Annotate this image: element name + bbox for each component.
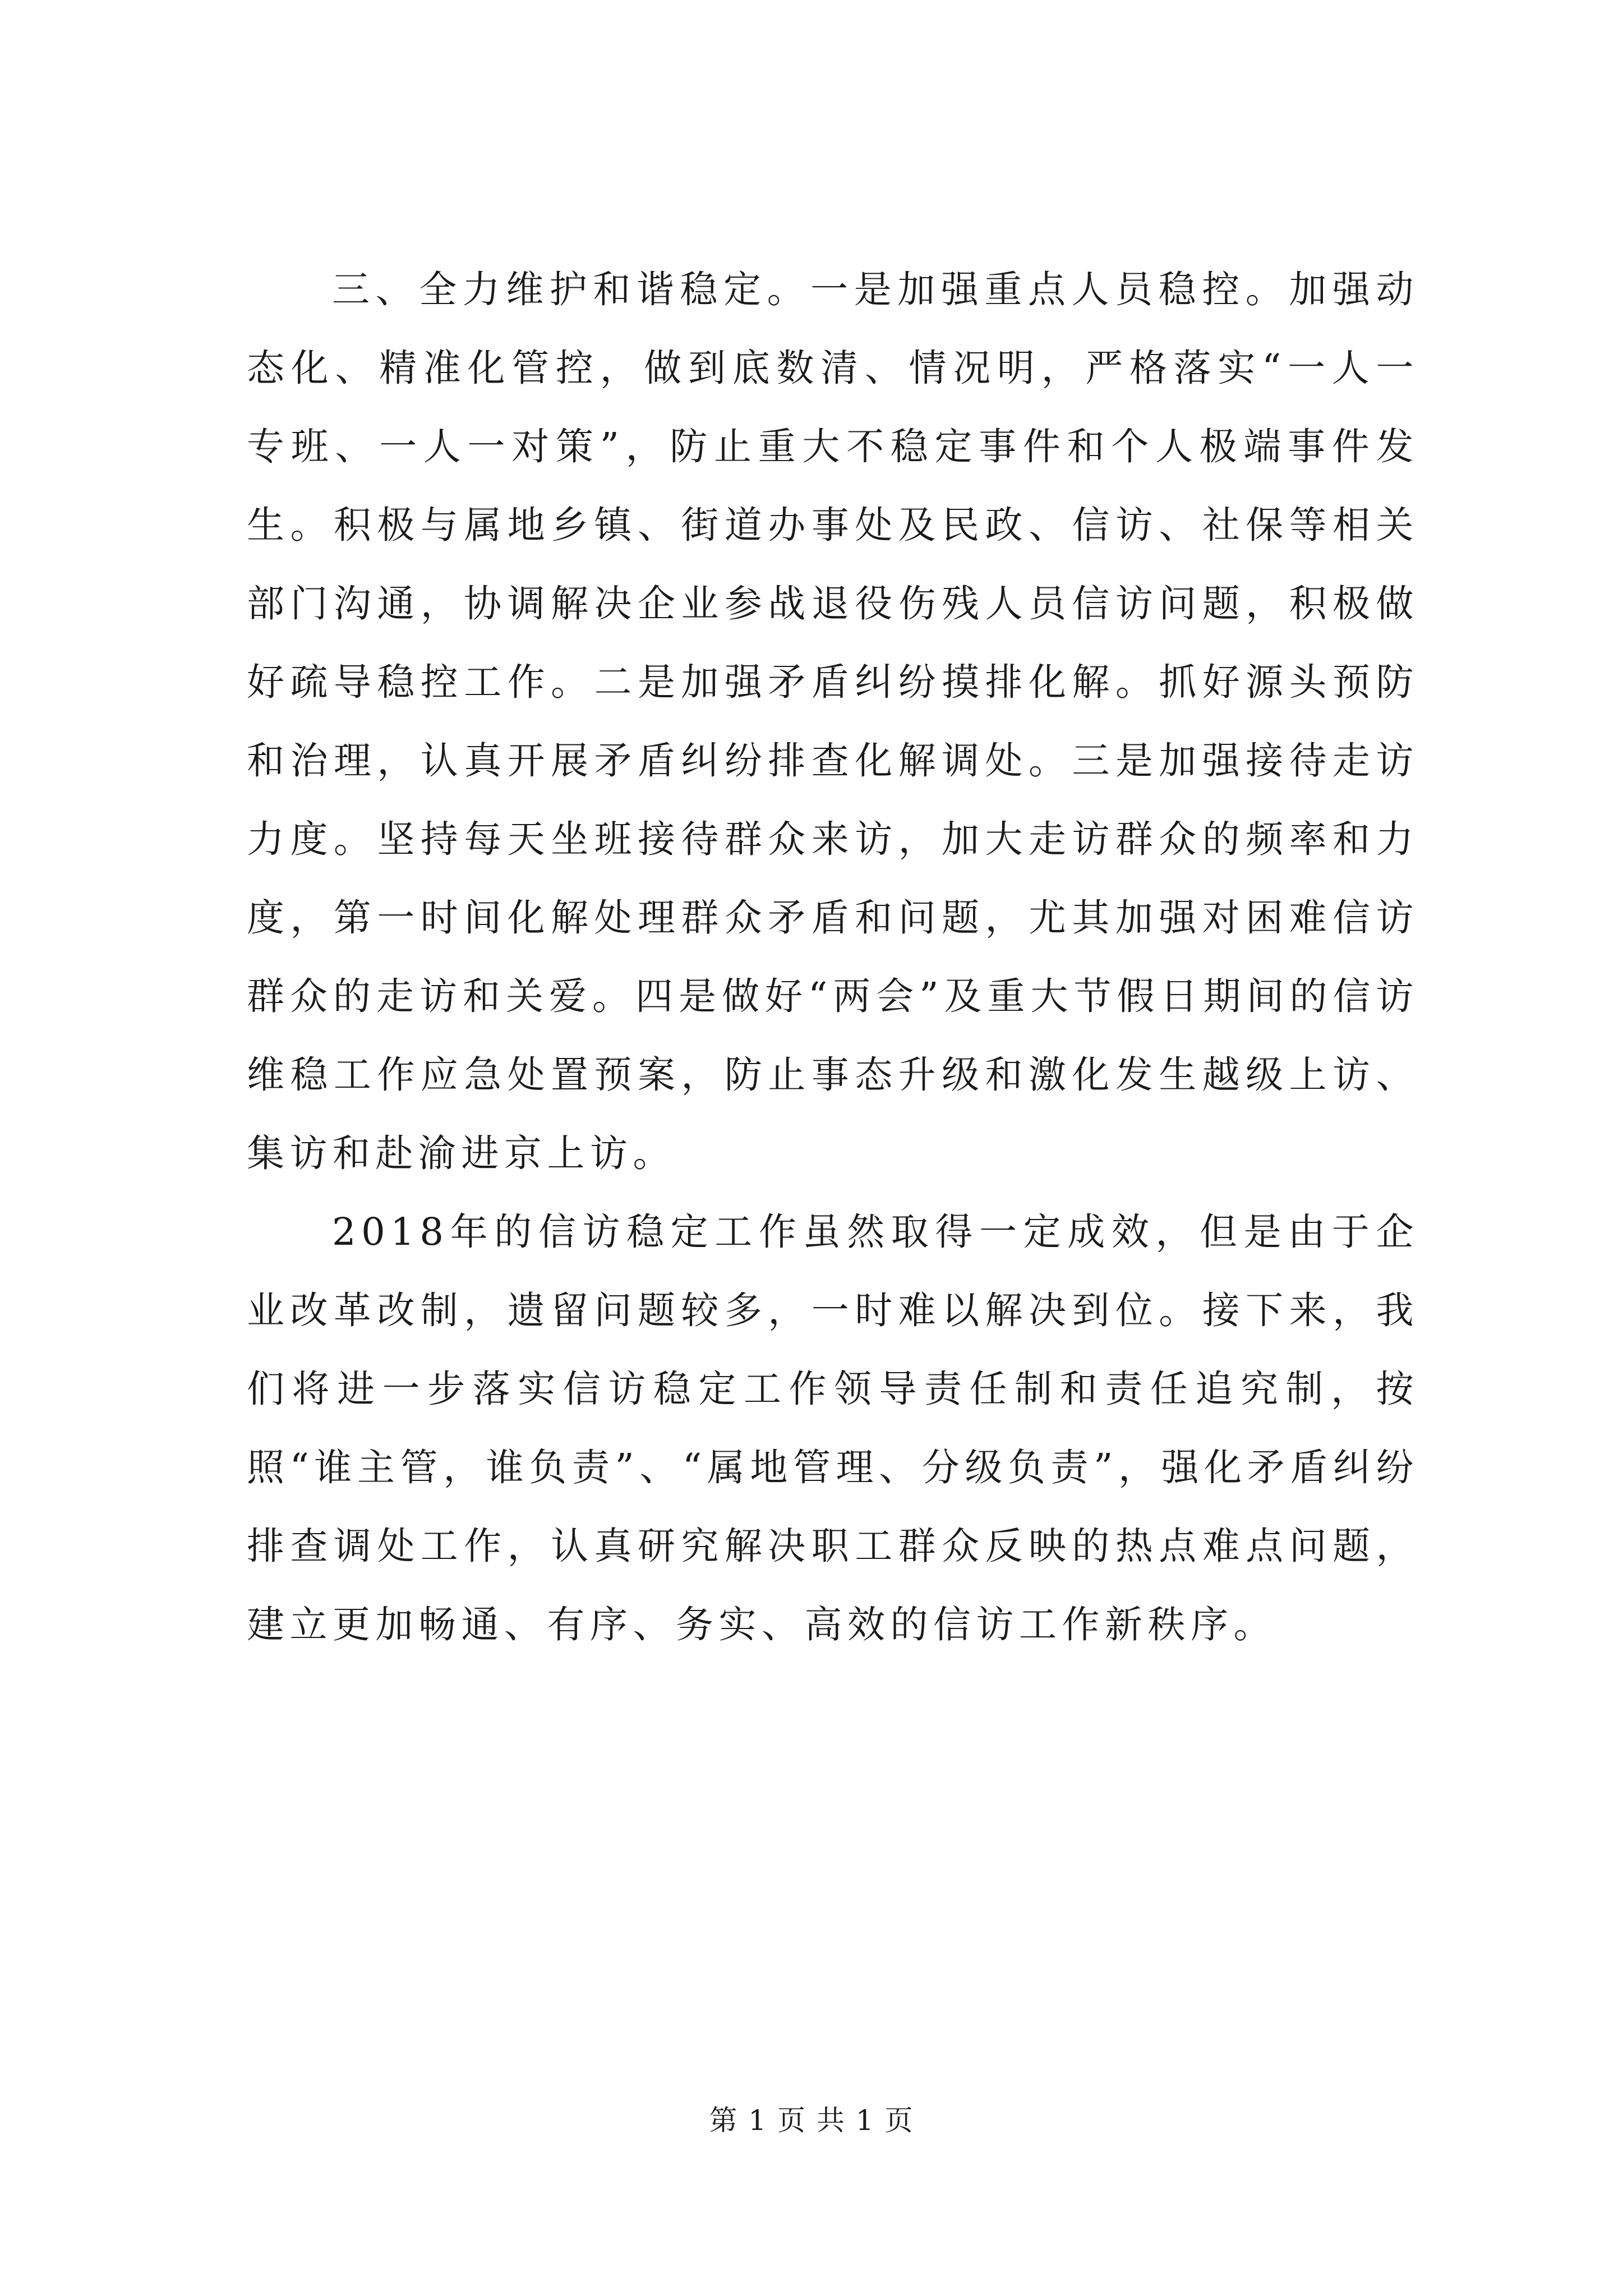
paragraph-maintain-stability: 三、全力维护和谐稳定。一是加强重点人员稳控。加强动态化、精准化管控，做到底数清、情况明，严格落实“一人一专班、一人一对策”，防止重大不稳定事件和个人极端事件发生。积极与属地乡镇、街道办事处及民政、信访、社保等相关部门沟通，协调解决企业参战退役伤残人员信访问题，积极做好疏导稳控工作。二是加强矛盾纠纷摸排化解。抓好源头预防和治理，认真开展矛盾纠纷排查化解调处。三是加强接待走访力度。坚持每天坐班接待群众来访，加大走访群众的频率和力度，第一时间化解处理群众矛盾和问题，尤其加强对困难信访群众的走访和关爱。四是做好“两会”及重大节假日期间的信访维稳工作应急处置预案，防止事态升级和激化发生越级上访、集访和赴渝进京上访。 [247,268,1419,1175]
document-body [247,250,1419,1664]
paragraph-summary-2018: 2018年的信访稳定工作虽然取得一定成效，但是由于企业改革改制，遗留问题较多，一时难以解决到位。接下来，我们将进一步落实信访稳定工作领导责任制和责任追究制，按照“谁主管，谁负责”、“属地管理、分级负责”，强化矛盾纠纷排查调处工作，认真研究解决职工群众反映的热点难点问题，建立更加畅通、有序、务实、高效的信访工作新秩序。 [247,1210,1419,1646]
page-number-footer: 第 1 页 共 1 页 [709,2104,914,2137]
